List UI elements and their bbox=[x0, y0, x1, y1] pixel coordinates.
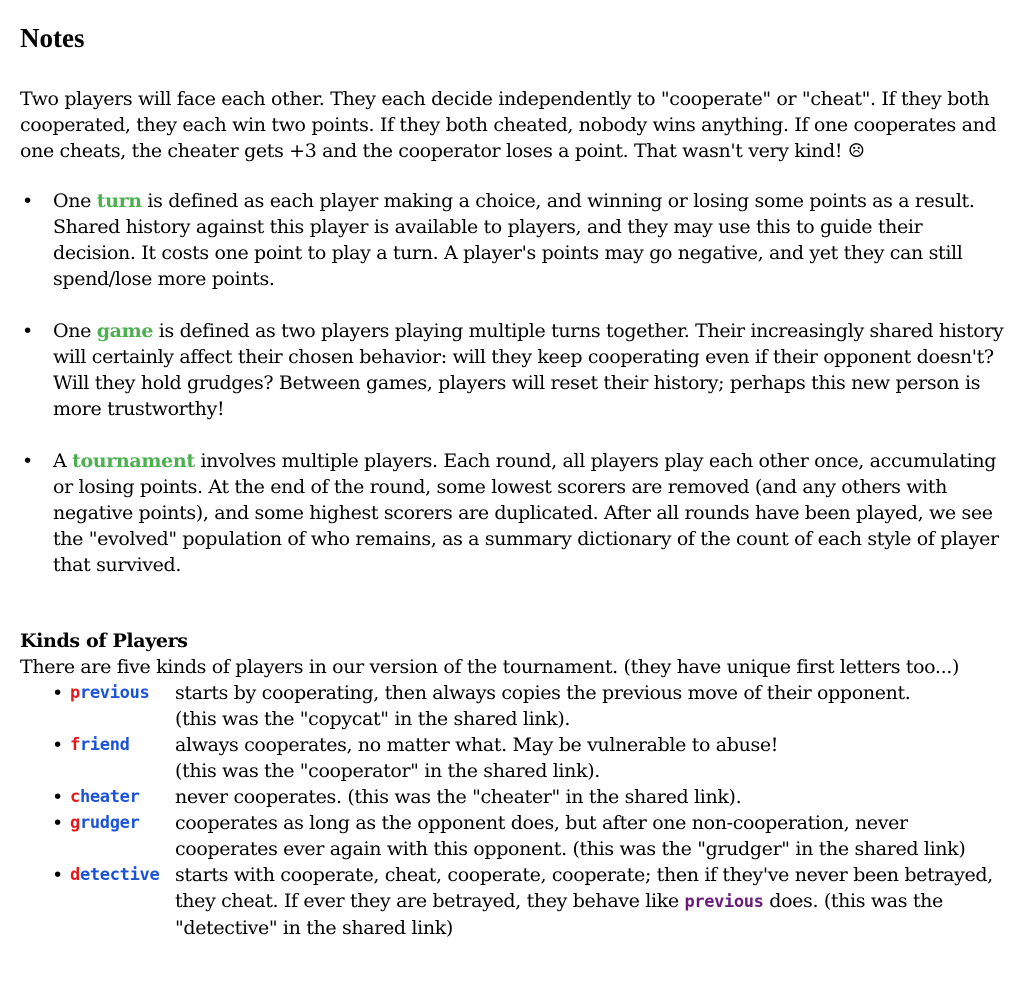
player-desc-friend: always cooperates, no matter what. May be vulnerable to abuse! (this was the "cooperator" in the shared link). bbox=[175, 734, 779, 782]
player-kind-cheater: cheater bbox=[70, 787, 140, 807]
bullet-icon: • bbox=[52, 734, 63, 756]
definition-pre: One bbox=[53, 320, 97, 342]
bullet-icon: • bbox=[52, 812, 63, 834]
player-kind-grudger: grudger bbox=[70, 813, 140, 833]
bullet-icon: • bbox=[52, 682, 63, 704]
player-desc-cheater: never cooperates. (this was the "cheater" in the shared link). bbox=[175, 786, 742, 808]
definition-pre: One bbox=[53, 190, 97, 212]
definition-turn bbox=[20, 188, 1004, 292]
code-previous: previous bbox=[684, 892, 764, 912]
definition-tournament bbox=[20, 448, 1004, 578]
player-kind-detective: detective bbox=[70, 865, 160, 885]
bullet-icon: • bbox=[22, 190, 33, 212]
definitions-list bbox=[20, 188, 1004, 578]
term-game: game bbox=[96, 320, 154, 342]
term-tournament: tournament bbox=[72, 450, 195, 472]
term-turn: turn bbox=[96, 190, 142, 212]
player-desc-grudger: cooperates as long as the opponent does, but after one non-cooperation, never cooperates ever again with this opponent. (this was the "grudger" in the shared link) bbox=[175, 812, 966, 860]
players-list bbox=[20, 680, 1004, 941]
kinds-heading: Kinds of Players bbox=[20, 630, 188, 652]
bullet-icon: • bbox=[22, 450, 33, 472]
player-item-previous bbox=[20, 680, 1004, 732]
player-desc-previous: starts by cooperating, then always copies the previous move of their opponent. (this was the "copycat" in the shared link). bbox=[175, 682, 911, 730]
definition-post: is defined as two players playing multiple turns together. Their increasingly shared history will certainly affect their chosen behavior: will they keep cooperating even if their opponent doesn't? Will they hold grudges? Between games, players will reset their history; perhaps this new person is more trustworthy! bbox=[53, 320, 1004, 420]
player-kind-friend: friend bbox=[70, 735, 130, 755]
player-item-friend bbox=[20, 732, 1004, 784]
intro-paragraph: Two players will face each other. They each decide independently to "cooperate" or "cheat". If they both cooperated, they each win two points. If they both cheated, nobody wins anything. If one cooperates and one cheats, the cheater gets +3 and the cooperator loses a point. That wasn't very kind! ☹ bbox=[20, 88, 997, 162]
player-desc-detective: starts with cooperate, cheat, cooperate, cooperate; then if they've never been betrayed, they cheat. If ever they are betrayed, they behave like previous does. (this was the "detective" in the shared link) bbox=[175, 864, 993, 939]
page-title: Notes bbox=[20, 23, 85, 53]
player-item-detective bbox=[20, 862, 1004, 941]
bullet-icon: • bbox=[52, 864, 63, 886]
player-item-grudger bbox=[20, 810, 1004, 862]
kinds-intro: There are five kinds of players in our version of the tournament. (they have unique first letters too...) bbox=[20, 656, 960, 678]
definition-post: involves multiple players. Each round, all players play each other once, accumulating or losing points. At the end of the round, some lowest scorers are removed (and any others with negative points), and some highest scorers are duplicated. After all rounds have been played, we see the "evolved" population of who remains, as a summary dictionary of the count of each style of player that survived. bbox=[53, 450, 999, 576]
player-kind-previous: previous bbox=[70, 683, 150, 703]
bullet-icon: • bbox=[22, 320, 33, 342]
player-item-cheater bbox=[20, 784, 1004, 810]
definition-pre: A bbox=[53, 450, 73, 472]
definition-game bbox=[20, 318, 1004, 422]
definition-post: is defined as each player making a choice, and winning or losing some points as a result. Shared history against this player is available to players, and they may use this to guide their decision. It costs one point to play a turn. A player's points may go negative, and yet they can still spend/lose more points. bbox=[53, 190, 975, 290]
bullet-icon: • bbox=[52, 786, 63, 808]
